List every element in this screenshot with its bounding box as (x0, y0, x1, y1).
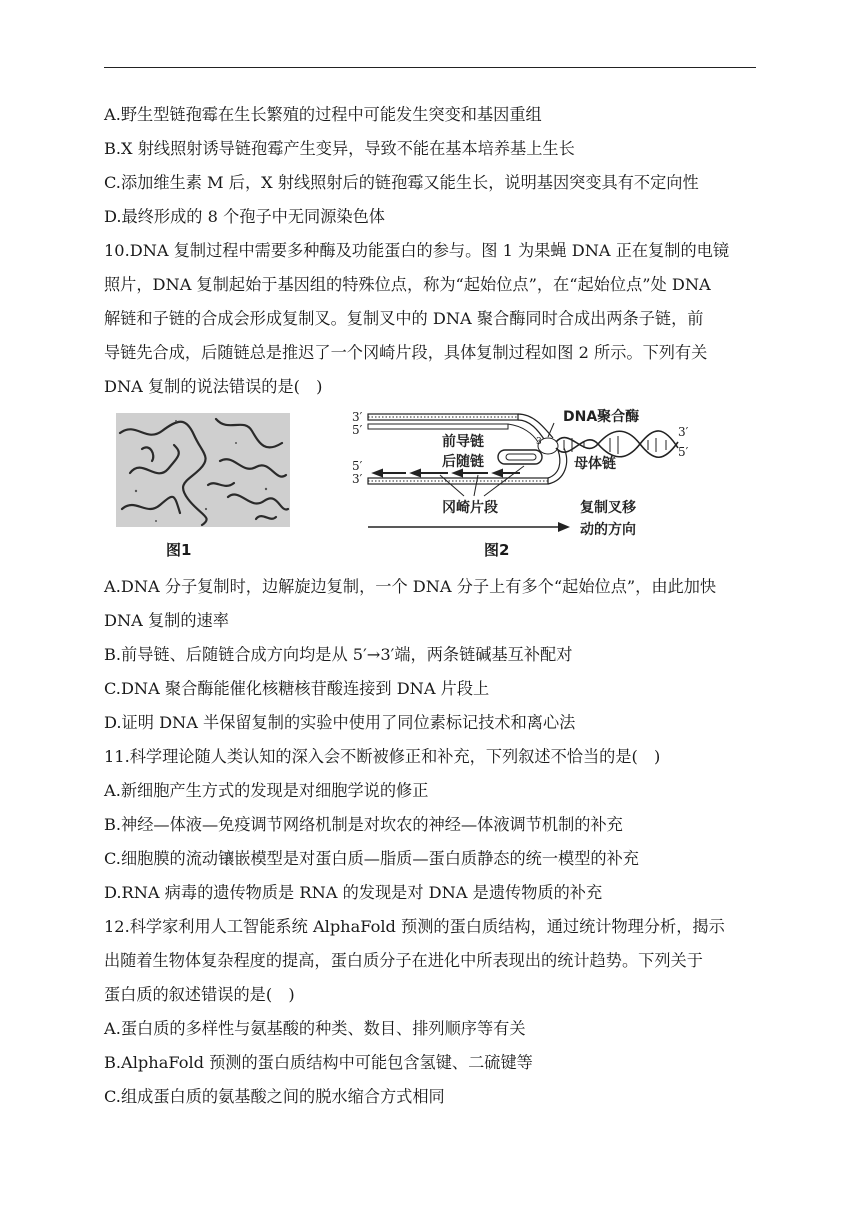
question-text: 导链先合成，后随链总是推迟了一个冈崎片段，具体复制过程如图 2 所示。下列有关 (104, 343, 708, 362)
question-text: 出随着生物体复杂程度的提高，蛋白质分子在进化中所表现出的统计趋势。下列关于 (104, 951, 703, 970)
option-text: D.最终形成的 8 个孢子中无同源染色体 (104, 207, 385, 226)
figure-2-replication-fork-diagram (348, 404, 688, 570)
question-text: 解链和子链的合成会形成复制叉。复制叉中的 DNA 聚合酶同时合成出两条子链，前 (104, 309, 704, 328)
okazaki-fragments (374, 470, 520, 476)
option-text: C.添加维生素 M 后，X 射线照射后的链孢霉又能生长，说明基因突变具有不定向性 (104, 173, 699, 192)
strand-end-label: 5′ (352, 459, 363, 473)
figure-1-micrograph (116, 413, 290, 527)
document-body (104, 98, 764, 1114)
question-text: 10.DNA 复制过程中需要多种酶及功能蛋白的参与。图 1 为果蝇 DNA 正在复制的电镜 (104, 241, 730, 260)
option-text: B.X 射线照射诱导链孢霉产生变异，导致不能在基本培养基上生长 (104, 139, 575, 158)
header-rule (104, 67, 756, 68)
option-text: A.DNA 分子复制时，边解旋边复制，一个 DNA 分子上有多个“起始位点”，由此加快 (104, 577, 717, 596)
dna-polymerase-label: DNA聚合酶 (563, 409, 640, 425)
figure-2-caption: 图2 (484, 541, 510, 559)
option-text: DNA 复制的速率 (104, 611, 229, 630)
double-helix (556, 431, 678, 457)
lagging-strand-label: 后随链 (442, 454, 484, 470)
question-text: DNA 复制的说法错误的是( ) (104, 377, 323, 396)
option-text: A.蛋白质的多样性与氨基酸的种类、数目、排列顺序等有关 (104, 1019, 526, 1038)
strand-end-label: 5′ (678, 445, 688, 459)
question-text: 12.科学家利用人工智能系统 AlphaFold 预测的蛋白质结构，通过统计物理分析，揭示 (104, 917, 725, 936)
strand-end-label: 3′ (678, 425, 688, 439)
fork-direction-label-2: 动的方向 (580, 522, 636, 538)
figure-row (104, 404, 764, 570)
strand-end-label: 3′ (352, 472, 363, 486)
figure-1-caption: 图1 (166, 541, 192, 559)
leading-strand-label: 前导链 (442, 434, 484, 450)
option-text: C.细胞膜的流动镶嵌模型是对蛋白质—脂质—蛋白质静态的统一模型的补充 (104, 849, 639, 868)
option-text: D.证明 DNA 半保留复制的实验中使用了同位素标记技术和离心法 (104, 713, 576, 732)
okazaki-fragment-label: 冈崎片段 (442, 500, 498, 516)
question-text: 蛋白质的叙述错误的是( ) (104, 985, 295, 1004)
option-text: A.新细胞产生方式的发现是对细胞学说的修正 (104, 781, 429, 800)
option-text: B.AlphaFold 预测的蛋白质结构中可能包含氢键、二硫键等 (104, 1053, 533, 1072)
option-text: B.前导链、后随链合成方向均是从 5′→3′端，两条链碱基互补配对 (104, 645, 573, 664)
question-text: 照片，DNA 复制起始于基因组的特殊位点，称为“起始位点”，在“起始位点”处 DNA (104, 275, 711, 294)
option-text: B.神经—体液—免疫调节网络机制是对坎农的神经—体液调节机制的补充 (104, 815, 623, 834)
question-text: 11.科学理论随人类认知的深入会不断被修正和补充，下列叙述不恰当的是( ) (104, 747, 661, 766)
parent-strand-label: 母体链 (574, 456, 616, 472)
strand-end-label: 5′ (352, 423, 363, 437)
fork-direction-arrow (368, 522, 570, 532)
strand-end-label: 3 (536, 437, 542, 447)
option-text: A.野生型链孢霉在生长繁殖的过程中可能发生突变和基因重组 (104, 105, 542, 124)
option-text: C.组成蛋白质的氨基酸之间的脱水缩合方式相同 (104, 1087, 445, 1106)
option-text: C.DNA 聚合酶能催化核糖核苷酸连接到 DNA 片段上 (104, 679, 490, 698)
strand-end-label: 3′ (352, 410, 363, 424)
fork-direction-label-1: 复制叉移 (580, 500, 636, 516)
lagging-strand-loop (498, 450, 542, 464)
option-text: D.RNA 病毒的遗传物质是 RNA 的发现是对 DNA 是遗传物质的补充 (104, 883, 603, 902)
